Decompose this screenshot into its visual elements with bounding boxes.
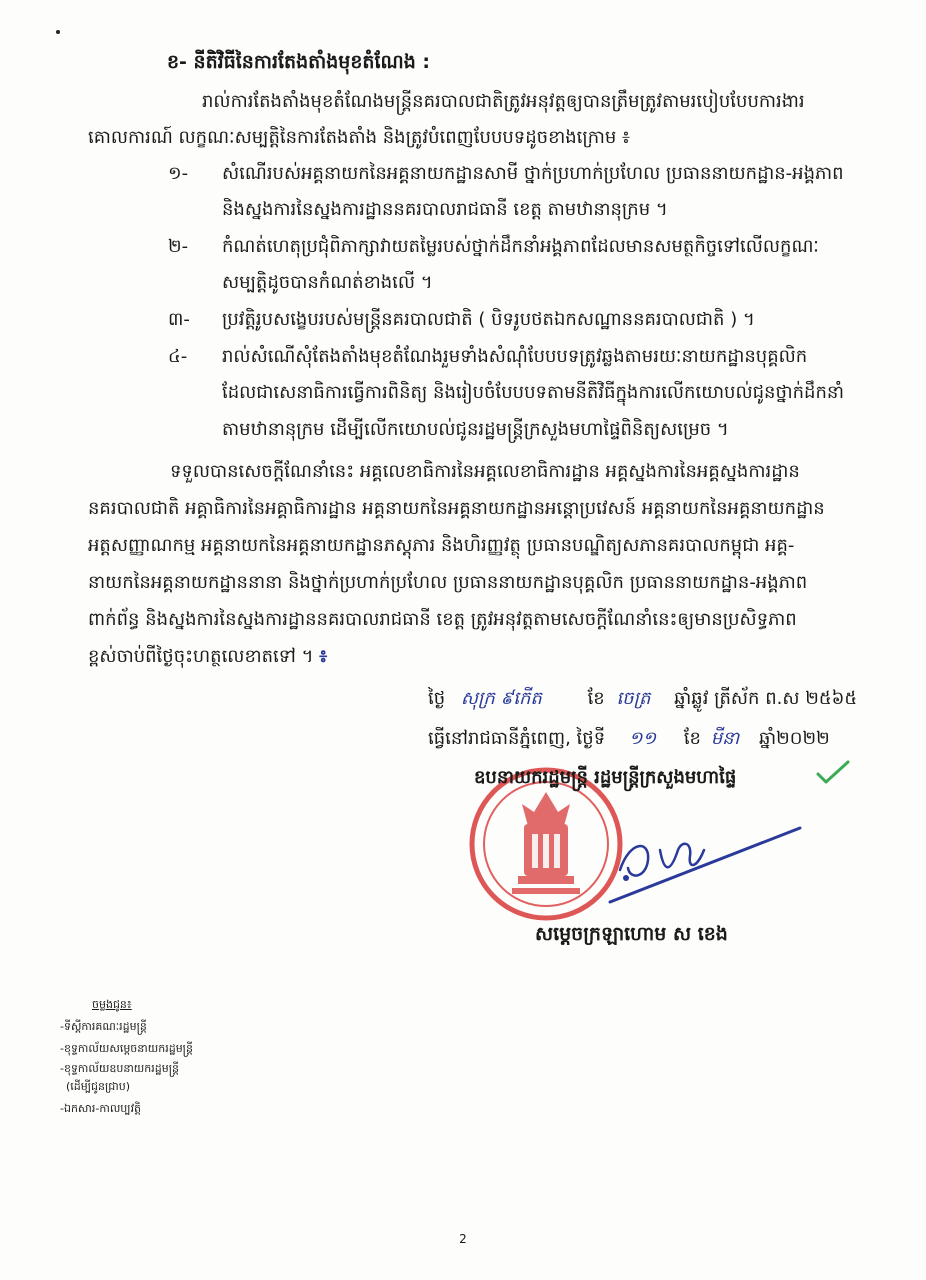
item-4-line-2: ដែលជាសេនាធិការធ្វើការពិនិត្យ និងរៀបចំបែបបទតាមនីតិវិធីក្នុងការលើកយោបល់ជូនថ្នាក់ដឹកនាំ [222,382,845,403]
distribution-entry-3: -ខុទ្ទកាល័យឧបនាយករដ្ឋមន្ត្រី [60,1062,179,1075]
lunar-day-handwritten: សុក្រ ៩កើត [460,688,542,709]
lunar-month-handwritten: ចេត្រ [616,688,651,709]
scan-speck [56,30,60,34]
distribution-entry-2: -ខុទ្ទកាល័យសម្តេចនាយករដ្ឋមន្ត្រី [60,1042,193,1055]
distribution-entry-1: -ទីស្តីការគណៈរដ្ឋមន្ត្រី [60,1020,147,1033]
gregorian-year: ឆ្នាំ២០២២ [759,728,830,749]
item-3-number: ៣- [168,309,190,330]
end-mark: ៖ [319,646,328,667]
item-2-line-1: កំណត់ហេតុប្រជុំពិភាក្សាវាយតម្លៃរបស់ថ្នាក់ដឹកនាំអង្គភាពដែលមានសមត្ថកិច្ចទៅលើលក្ខណៈ [222,236,819,257]
closing-line-6-text: ខ្ពស់ចាប់ពីថ្ងៃចុះហត្ថលេខាតទៅ ។ [88,646,314,667]
item-1-line-1: សំណើរបស់អគ្គនាយកនៃអគ្គនាយកដ្ឋានសាមី ថ្នាក់ប្រហាក់ប្រហែល ប្រធាននាយកដ្ឋាន-អង្គភាព [222,163,844,184]
intro-line-1: រាល់ការតែងតាំងមុខតំណែងមន្ត្រីនគរបាលជាតិត្រូវអនុវត្តឲ្យបានត្រឹមត្រូវតាមរបៀបបែបការងារ [202,91,805,112]
distribution-title: ចម្លងជូន៖ [92,998,132,1011]
month-handwritten: មីនា [710,728,740,749]
item-1-number: ១- [168,163,189,184]
closing-line-3: អត្តសញ្ញាណកម្ម អគ្គនាយកនៃអគ្គនាយកដ្ឋានភស្តុភារ និងហិរញ្ញវត្ថុ ប្រធានបណ្ឌិត្យសភានគរបាលកម្ពុជា អគ្គ- [88,535,795,556]
item-2-line-2: សម្បត្តិដូចបានកំណត់ខាងលើ ។ [222,272,433,293]
item-3-line-1: ប្រវត្តិរូបសង្ខេបរបស់មន្ត្រីនគរបាលជាតិ ( បិទរូបថតឯកសណ្ឋាននគរបាលជាតិ ) ។ [222,309,755,330]
lunar-month-label: ខែ [587,688,605,709]
section-heading: ខ- នីតិវិធីនៃការតែងតាំងមុខតំណែង : [167,51,430,73]
day-handwritten: ១១ [628,728,657,749]
item-1-line-2: និងស្នងការនៃស្នងការដ្ឋាននគរបាលរាជធានី ខេត្ត តាមឋានានុក្រម ។ [222,199,668,220]
item-4-line-1: រាល់សំណើសុំតែងតាំងមុខតំណែងរួមទាំងសំណុំបែបបទត្រូវឆ្លងតាមរយៈនាយកដ្ឋានបុគ្គលិក [222,346,808,367]
lunar-prefix: ថ្ងៃ [428,688,446,709]
closing-line-4: នាយកនៃអគ្គនាយកដ្ឋាននានា និងថ្នាក់ប្រហាក់ប្រហែល ប្រធាននាយកដ្ឋានបុគ្គលិក ប្រធាននាយកដ្ឋាន-អង្គភាព [88,572,808,593]
closing-line-1: ទទួលបានសេចក្តីណែនាំនេះ អគ្គលេខាធិការនៃអគ្គលេខាធិការដ្ឋាន អគ្គស្នងការនៃអគ្គស្នងការដ្ឋាន [170,461,800,482]
place-prefix: ធ្វើនៅរាជធានីភ្នំពេញ, ថ្ងៃទី [428,728,606,749]
signatory-name: សម្តេចក្រឡាហោម ស ខេង [535,923,728,945]
closing-line-6 [88,645,327,669]
closing-line-5: ពាក់ព័ន្ធ និងស្នងការនៃស្នងការដ្ឋាននគរបាលរាជធានី ខេត្ត ត្រូវអនុវត្តតាមសេចក្តីណែនាំនេះឲ្យមានប្រសិទ្ធភាព [88,609,797,630]
distribution-entry-5: -ឯកសារ-កាលប្បវត្តិ [60,1102,142,1115]
signatory-title: ឧបនាយករដ្ឋមន្ត្រី រដ្ឋមន្ត្រីក្រសួងមហាផ្ទៃ [474,767,737,788]
intro-line-2: គោលការណ៍ លក្ខណៈសម្បត្តិនៃការតែងតាំង និងត្រូវបំពេញបែបបទដូចខាងក្រោម ៖ [88,127,630,148]
item-4-line-3: តាមឋានានុក្រម ដើម្បីលើកយោបល់ជូនរដ្ឋមន្ត្រីក្រសួងមហាផ្ទៃពិនិត្យសម្រេច ។ [222,419,729,440]
handwritten-signature-icon [600,820,810,910]
closing-line-2: នគរបាលជាតិ អគ្គាធិការនៃអគ្គាធិការដ្ឋាន អគ្គនាយកនៃអគ្គនាយកដ្ឋានអន្តោប្រវេសន៍ អគ្គនាយកនៃអគ្គនាយកដ្ឋាន [88,498,825,519]
check-mark-icon [816,760,850,786]
item-4-number: ៤- [168,346,188,367]
page-number: 2 [459,1232,467,1246]
gregorian-date-line [428,727,830,751]
distribution-entry-4: (ដើម្បីជូនជ្រាប) [66,1080,131,1093]
lunar-date-line [428,687,857,711]
month-prefix: ខែ [683,728,701,749]
item-2-number: ២- [168,236,189,257]
lunar-year: ឆ្នាំឆ្លូវ ត្រីស័ក ព.ស ២៥៦៥ [674,688,858,709]
